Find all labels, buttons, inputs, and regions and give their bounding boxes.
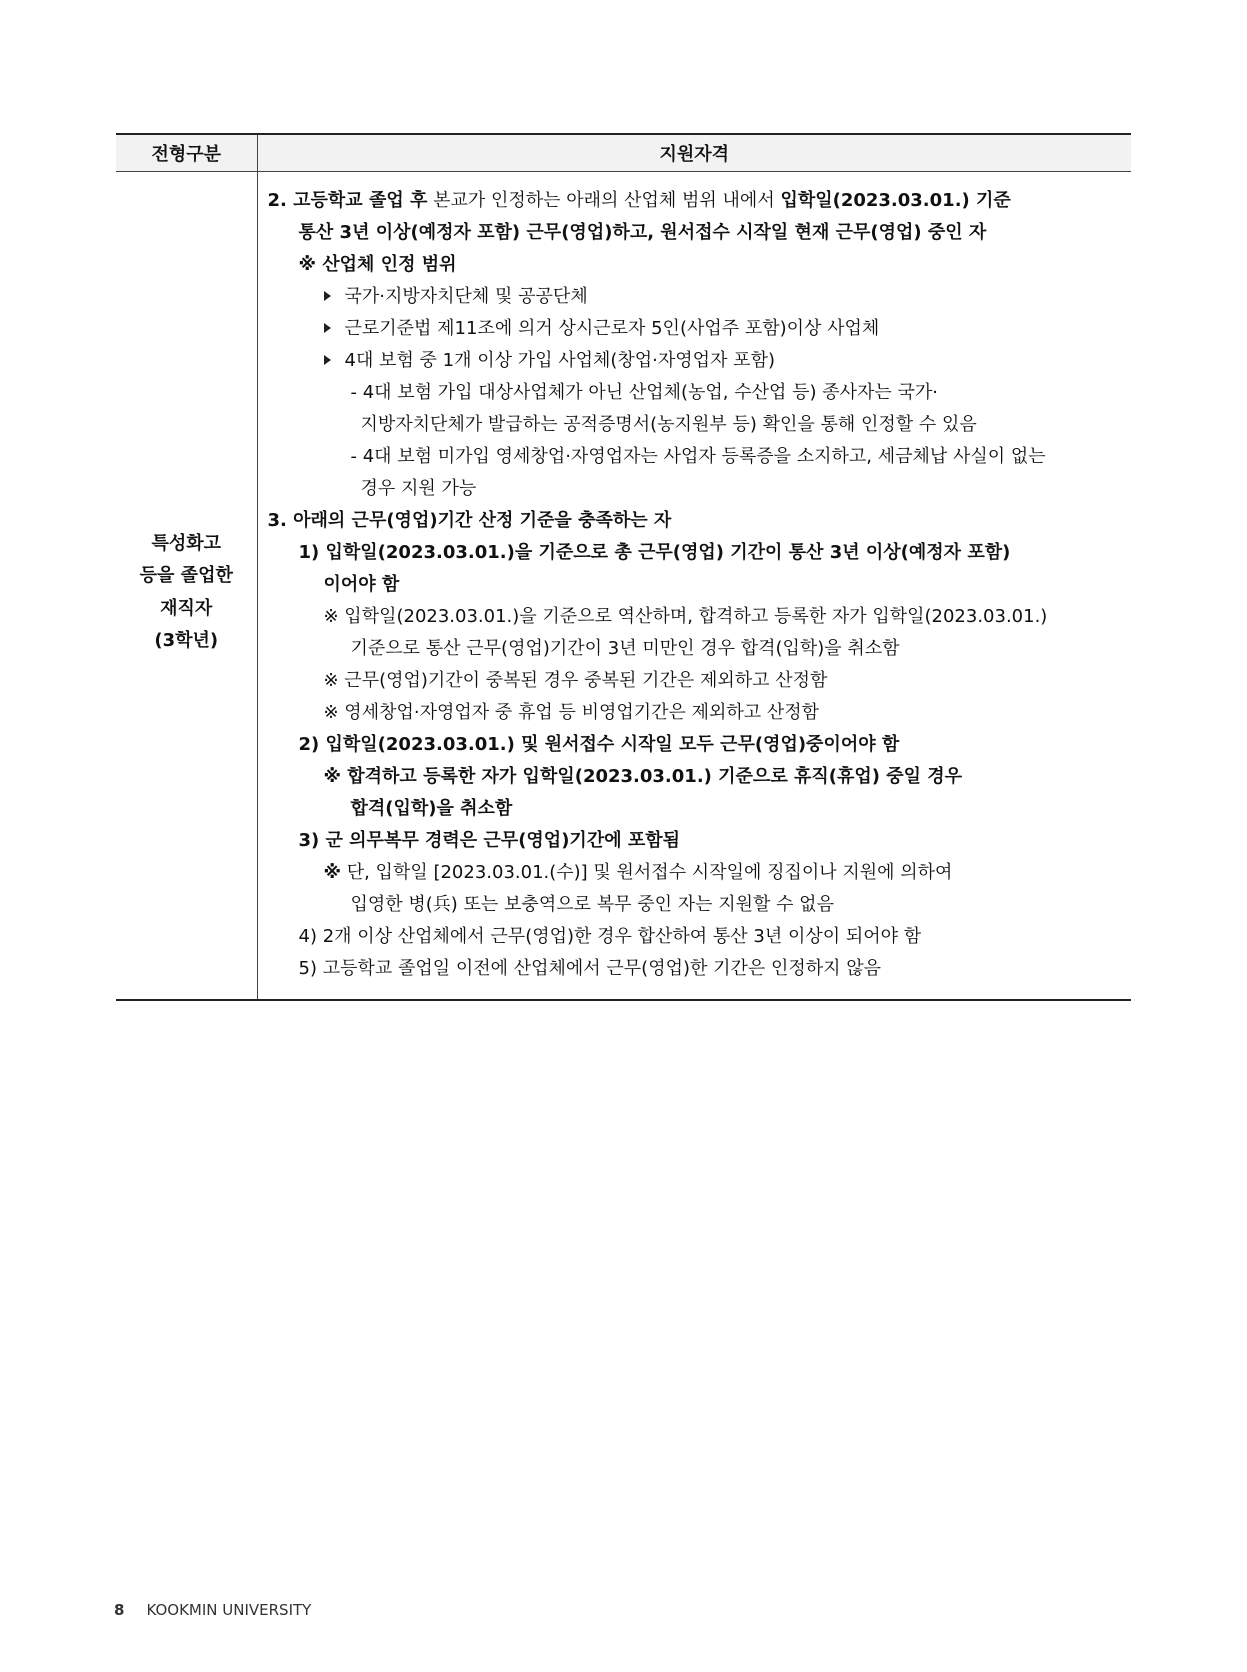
qualification-line bbox=[258, 217, 1132, 249]
line-text: 기준으로 통산 근무(영업)기간이 3년 미만인 경우 합격(입학)을 취소함 bbox=[350, 638, 900, 659]
qualification-content bbox=[258, 172, 1132, 999]
line-text: 단, 입학일 [2023.03.01.(수)] 및 원서접수 시작일에 징집이나 지원에 의하여 bbox=[341, 862, 953, 883]
line-text: ※ 합격하고 등록한 자가 입학일(2023.03.01.) 기준으로 휴직(휴업) 중일 경우 bbox=[323, 766, 963, 787]
line-text: 이어야 함 bbox=[323, 574, 400, 595]
qualification-line bbox=[258, 569, 1132, 601]
page-number: 8 bbox=[114, 1601, 125, 1619]
line-text: - 4대 보험 가입 대상사업체가 아닌 산업체(농업, 수산업 등) 종사자는 국가· bbox=[350, 382, 939, 403]
line-text: 본교가 인정하는 아래의 산업체 범위 내에서 bbox=[427, 190, 781, 211]
category-line: 특성화고 bbox=[151, 532, 222, 554]
line-text: 지방자치단체가 발급하는 공적증명서(농지원부 등) 확인을 통해 인정할 수 있음 bbox=[360, 414, 977, 435]
qualification-line bbox=[258, 281, 1132, 313]
line-text: 통산 3년 이상(예정자 포함) 근무(영업)하고, 원서접수 시작일 현재 근무(영업) 중인 자 bbox=[298, 222, 987, 243]
qualification-line bbox=[258, 537, 1132, 569]
category-line: 등을 졸업한 bbox=[139, 565, 233, 586]
qualification-line bbox=[258, 313, 1132, 345]
triangle-bullet-icon bbox=[324, 323, 331, 333]
qualification-line bbox=[258, 633, 1132, 665]
qualification-line bbox=[258, 761, 1132, 793]
line-text: 4대 보험 중 1개 이상 가입 사업체(창업·자영업자 포함) bbox=[344, 350, 775, 371]
admission-qualification-table bbox=[116, 133, 1131, 1001]
qualification-line bbox=[258, 473, 1132, 505]
qualification-line bbox=[258, 665, 1132, 697]
table-row bbox=[116, 172, 1131, 1001]
qualification-line bbox=[258, 345, 1132, 377]
line-text: 2) 입학일(2023.03.01.) 및 원서접수 시작일 모두 근무(영업)중이어야 함 bbox=[298, 734, 900, 755]
line-text: 1) 입학일(2023.03.01.)을 기준으로 총 근무(영업) 기간이 통산 3년 이상(예정자 포함) bbox=[298, 542, 1011, 563]
qualification-line bbox=[258, 793, 1132, 825]
qualification-cell bbox=[257, 172, 1131, 1001]
line-text: 국가·지방자치단체 및 공공단체 bbox=[344, 286, 588, 307]
line-text: 입영한 병(兵) 또는 보충역으로 복무 중인 자는 지원할 수 없음 bbox=[350, 894, 834, 915]
category-line: (3학년) bbox=[154, 630, 219, 651]
line-text: 3. 아래의 근무(영업)기간 산정 기준을 충족하는 자 bbox=[267, 510, 672, 531]
university-name: KOOKMIN UNIVERSITY bbox=[146, 1601, 312, 1619]
qualification-line bbox=[258, 377, 1132, 409]
line-text: 4) 2개 이상 산업체에서 근무(영업)한 경우 합산하여 통산 3년 이상이 되어야 함 bbox=[298, 926, 922, 947]
line-text: 3) 군 의무복무 경력은 근무(영업)기간에 포함됨 bbox=[298, 830, 681, 851]
line-text: ※ 산업체 인정 범위 bbox=[298, 254, 457, 275]
qualification-line bbox=[258, 825, 1132, 857]
triangle-bullet-icon bbox=[324, 355, 331, 365]
qualification-line bbox=[258, 185, 1132, 217]
qualification-line bbox=[258, 697, 1132, 729]
line-text: ※ 근무(영업)기간이 중복된 경우 중복된 기간은 제외하고 산정함 bbox=[323, 670, 828, 691]
category-cell bbox=[116, 172, 257, 1001]
line-text: 5) 고등학교 졸업일 이전에 산업체에서 근무(영업)한 기간은 인정하지 않음 bbox=[298, 958, 882, 979]
line-text: 합격(입학)을 취소함 bbox=[350, 798, 513, 819]
qualification-line bbox=[258, 505, 1132, 537]
table-header-row bbox=[116, 134, 1131, 172]
qualification-line bbox=[258, 601, 1132, 633]
line-text: - 4대 보험 미가입 영세창업·자영업자는 사업자 등록증을 소지하고, 세금체납 사실이 없는 bbox=[350, 446, 1046, 467]
qualification-line bbox=[258, 441, 1132, 473]
qualification-line bbox=[258, 249, 1132, 281]
qualification-line bbox=[258, 409, 1132, 441]
header-admission-type: 전형구분 bbox=[116, 134, 257, 172]
page-footer bbox=[114, 1601, 311, 1619]
line-text: 근로기준법 제11조에 의거 상시근로자 5인(사업주 포함)이상 사업체 bbox=[344, 318, 880, 339]
header-qualification: 지원자격 bbox=[257, 134, 1131, 172]
line-text: ※ bbox=[323, 862, 341, 883]
line-text: 입학일(2023.03.01.) 기준 bbox=[780, 190, 1011, 211]
line-text: 2. 고등학교 졸업 후 bbox=[267, 190, 428, 211]
qualification-line bbox=[258, 889, 1132, 921]
qualification-line bbox=[258, 729, 1132, 761]
line-text: 경우 지원 가능 bbox=[360, 478, 477, 499]
category-label bbox=[116, 514, 257, 658]
qualification-line bbox=[258, 857, 1132, 889]
qualification-line bbox=[258, 953, 1132, 985]
category-line: 재직자 bbox=[160, 597, 213, 619]
triangle-bullet-icon bbox=[324, 291, 331, 301]
qualification-line bbox=[258, 921, 1132, 953]
line-text: ※ 영세창업·자영업자 중 휴업 등 비영업기간은 제외하고 산정함 bbox=[323, 702, 820, 723]
line-text: ※ 입학일(2023.03.01.)을 기준으로 역산하며, 합격하고 등록한 자가 입학일(2023.03.01.) bbox=[323, 606, 1048, 627]
